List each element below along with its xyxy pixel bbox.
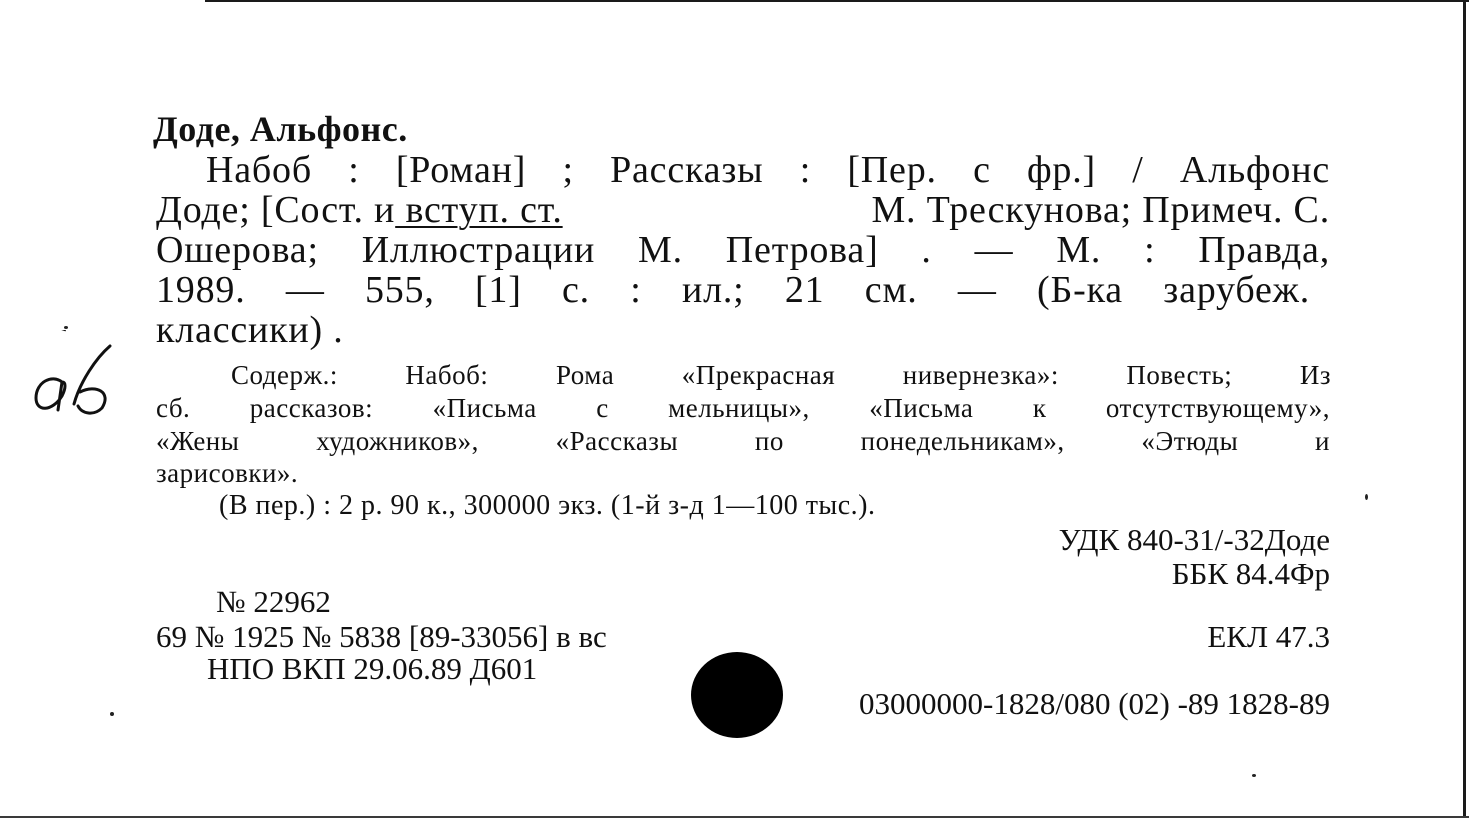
description-line-3: Ошерова; Иллюстрации М. Петрова] . — М. : Правда,: [156, 229, 1330, 271]
ink-speck: [110, 712, 114, 716]
ink-speck: [64, 326, 68, 329]
bbk-code: ББК 84.4Фр: [1171, 556, 1330, 591]
contents-line-3: «Жены художников», «Рассказы по понедельникам», «Этюды и: [156, 426, 1330, 456]
price-line: (В пер.) : 2 р. 90 к., 300000 экз. (1-й з-д 1—100 тыс.).: [219, 490, 876, 521]
npo-info: НПО ВКП 29.06.89 Д601: [207, 651, 538, 686]
author-heading: Доде, Альфонс.: [153, 109, 408, 149]
ink-blot: [691, 652, 783, 738]
description-line-2-part-b: М. Трескунова; Примеч. С.: [871, 189, 1330, 231]
description-line-2-left: [156, 188, 563, 232]
contents-line-1: [231, 360, 1331, 391]
print-info: 69 № 1925 № 5838 [89-33056] в вс: [156, 619, 607, 654]
description-line-1: Набоб : [Роман] ; Рассказы : [Пер. с фр.] / Альфонс: [206, 149, 1330, 191]
card-number: № 22962: [216, 584, 331, 619]
card-right-edge: [1463, 0, 1466, 818]
description-line-2-underlined: вступ. ст.: [395, 189, 563, 231]
description-line-2-part-a: Доде; [Сост. и: [156, 189, 396, 231]
contents-line-2: сб. рассказов: «Письма с мельницы», «Письма к отсутствующему»,: [156, 393, 1330, 423]
description-line-5: классики) .: [156, 309, 344, 351]
ekl-code: ЕКЛ 47.3: [1207, 619, 1330, 654]
udk-code: УДК 840-31/-32Доде: [1058, 522, 1330, 557]
contents-line-4: зарисовки».: [156, 458, 299, 488]
isbn-code: 03000000-1828/080 (02) -89 1828-89: [859, 686, 1330, 721]
ink-speck: [1365, 494, 1368, 500]
description-line-2: [156, 188, 1330, 232]
ink-speck: [1252, 774, 1256, 777]
description-line-4: 1989. — 555, [1] с. : ил.; 21 см. — (Б-ка зарубеж.: [156, 269, 1310, 311]
contents-line-1-text: Содерж.: Набоб: Рома «Прекрасная нивернезка»: Повесть; Из: [231, 360, 1331, 390]
card-top-edge: [205, 0, 1469, 2]
handwritten-mark: [22, 330, 132, 430]
